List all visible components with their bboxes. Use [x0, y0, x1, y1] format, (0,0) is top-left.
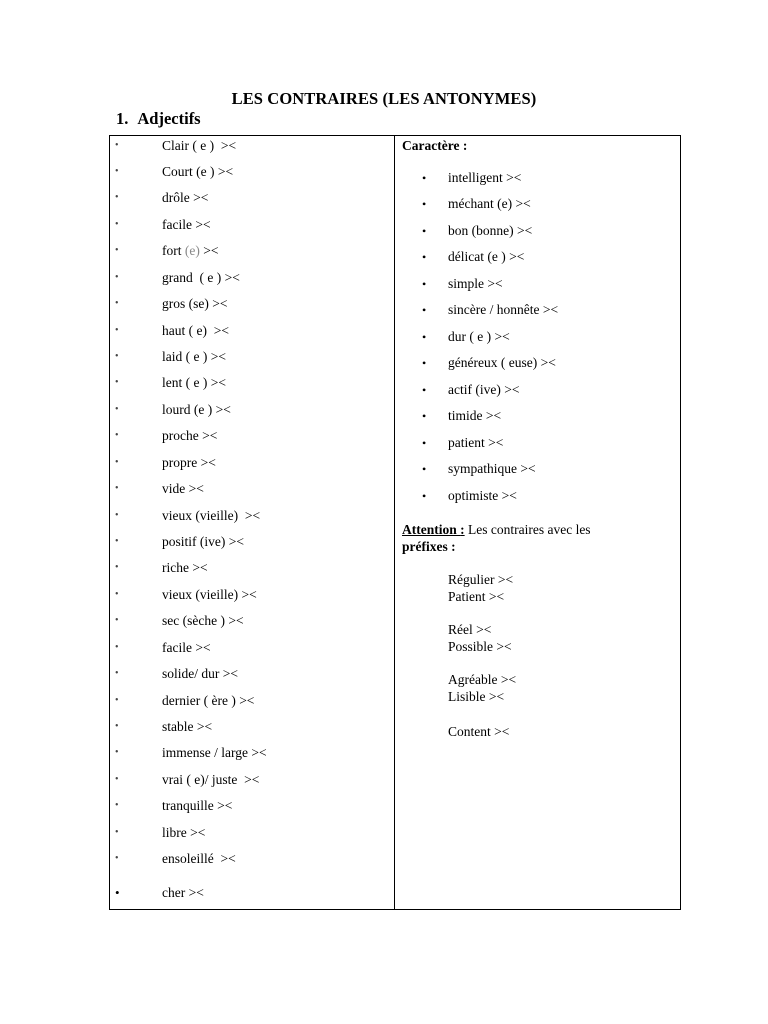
adjective-item — [110, 506, 394, 526]
adjective-item — [110, 347, 394, 367]
caractere-item — [395, 486, 681, 506]
bullet-icon: • — [422, 383, 427, 397]
bullet-icon: • — [115, 483, 119, 494]
caractere-text: intelligent >< — [448, 170, 522, 185]
caractere-text: actif (ive) >< — [448, 382, 520, 397]
caractere-text: sincère / honnête >< — [448, 302, 559, 317]
bullet-icon: • — [115, 853, 119, 864]
caractere-text: timide >< — [448, 408, 502, 423]
adjective-text: grand ( e ) >< — [162, 270, 240, 285]
adjective-text: cher >< — [162, 885, 204, 900]
adjective-suffix: (e) — [184, 243, 200, 258]
caractere-column — [395, 136, 681, 909]
bullet-icon: • — [115, 615, 119, 626]
adjective-item — [110, 823, 394, 843]
adjective-text: lent ( e ) >< — [162, 375, 226, 390]
prefixes-label: préfixes : — [402, 539, 456, 554]
adjective-item — [110, 215, 394, 235]
adjective-item — [110, 136, 394, 156]
bullet-icon: • — [115, 747, 119, 758]
adjective-item — [110, 188, 394, 208]
prefix-word: Patient >< — [448, 589, 505, 604]
bullet-icon: • — [422, 489, 427, 503]
bullet-icon: • — [115, 351, 119, 362]
adjective-text: stable >< — [162, 719, 213, 734]
caractere-text: optimiste >< — [448, 488, 517, 503]
bullet-icon: • — [115, 510, 119, 521]
bullet-icon: • — [115, 245, 119, 256]
caractere-item — [395, 247, 681, 267]
adjective-item — [110, 638, 394, 658]
bullet-icon: • — [115, 800, 119, 811]
adjective-text: vieux (vieille) >< — [162, 508, 261, 523]
adjective-text: tranquille >< — [162, 798, 233, 813]
adjective-item — [110, 162, 394, 182]
bullet-icon: • — [115, 668, 119, 679]
adjective-item — [110, 664, 394, 684]
bullet-icon: • — [422, 356, 427, 370]
bullet-icon: • — [422, 303, 427, 317]
caractere-text: dur ( e ) >< — [448, 329, 510, 344]
adjective-text: positif (ive) >< — [162, 534, 244, 549]
attention-text: Les contraires avec les — [464, 522, 591, 537]
adjective-text: propre >< — [162, 455, 216, 470]
caractere-text: généreux ( euse) >< — [448, 355, 556, 370]
bullet-icon: • — [115, 885, 120, 900]
caractere-item — [395, 194, 681, 214]
bullet-icon: • — [115, 562, 119, 573]
adjective-text: immense / large >< — [162, 745, 267, 760]
caractere-text: délicat (e ) >< — [448, 249, 525, 264]
adjective-text: riche >< — [162, 560, 208, 575]
caractere-item — [395, 300, 681, 320]
adjective-text: Court (e ) >< — [162, 164, 234, 179]
adjective-text: libre >< — [162, 825, 206, 840]
adjective-text: solide/ dur >< — [162, 666, 238, 681]
adjective-item — [110, 479, 394, 499]
bullet-icon: • — [422, 277, 427, 291]
bullet-icon: • — [422, 224, 427, 238]
prefix-word: Agréable >< — [448, 672, 517, 687]
adjective-text: facile >< — [162, 640, 211, 655]
section-heading — [116, 109, 201, 129]
caractere-item — [395, 380, 681, 400]
bullet-icon: • — [115, 166, 119, 177]
adjective-item — [110, 321, 394, 341]
prefix-word: Possible >< — [448, 639, 512, 654]
bullet-icon: • — [115, 774, 119, 785]
adjective-text: facile >< — [162, 217, 211, 232]
adjective-item — [110, 743, 394, 763]
adjective-item — [110, 373, 394, 393]
adjective-item — [110, 400, 394, 420]
adjective-item — [110, 268, 394, 288]
bullet-icon: • — [115, 721, 119, 732]
bullet-icon: • — [115, 140, 119, 151]
adjective-item — [110, 717, 394, 737]
caractere-item — [395, 459, 681, 479]
adjective-item — [110, 241, 394, 261]
adjective-text: laid ( e ) >< — [162, 349, 226, 364]
bullet-icon: • — [115, 589, 119, 600]
caractere-item — [395, 353, 681, 373]
adjective-text: proche >< — [162, 428, 218, 443]
caractere-item — [395, 406, 681, 426]
caractere-text: méchant (e) >< — [448, 196, 531, 211]
caractere-item — [395, 168, 681, 188]
adjective-item — [110, 585, 394, 605]
attention-note — [402, 521, 672, 555]
adjective-text: vide >< — [162, 481, 204, 496]
caractere-text: sympathique >< — [448, 461, 536, 476]
adjective-symbol: >< — [199, 243, 219, 258]
bullet-icon: • — [115, 536, 119, 547]
caractere-item — [395, 433, 681, 453]
adjective-text: sec (sèche ) >< — [162, 613, 244, 628]
adjective-item — [110, 426, 394, 446]
bullet-icon: • — [115, 377, 119, 388]
bullet-icon: • — [422, 330, 427, 344]
caractere-text: simple >< — [448, 276, 503, 291]
adjective-text: Clair ( e ) >< — [162, 138, 237, 153]
adjective-text: dernier ( ère ) >< — [162, 693, 255, 708]
bullet-icon: • — [422, 436, 427, 450]
adjectives-column — [110, 136, 394, 909]
adjective-item — [110, 558, 394, 578]
prefix-word: Lisible >< — [448, 689, 505, 704]
caractere-text: patient >< — [448, 435, 504, 450]
bullet-icon: • — [115, 404, 119, 415]
caractere-heading: Caractère : — [402, 138, 468, 153]
adjective-item — [110, 294, 394, 314]
adjective-text: haut ( e) >< — [162, 323, 229, 338]
prefix-word: Réel >< — [448, 622, 492, 637]
bullet-icon: • — [115, 695, 119, 706]
adjective-text: vieux (vieille) >< — [162, 587, 257, 602]
page-title: LES CONTRAIRES (LES ANTONYMES) — [231, 89, 537, 108]
bullet-icon: • — [422, 171, 427, 185]
bullet-icon: • — [422, 250, 427, 264]
adjective-item — [110, 532, 394, 552]
caractere-item — [395, 221, 681, 241]
bullet-icon: • — [115, 457, 119, 468]
caractere-item — [395, 327, 681, 347]
bullet-icon: • — [422, 197, 427, 211]
adjective-item — [110, 883, 394, 903]
adjective-text: ensoleillé >< — [162, 851, 236, 866]
bullet-icon: • — [115, 827, 119, 838]
adjective-item — [110, 770, 394, 790]
prefix-word: Régulier >< — [448, 572, 514, 587]
adjective-text: gros (se) >< — [162, 296, 228, 311]
adjective-item — [110, 611, 394, 631]
adjective-item — [110, 691, 394, 711]
section-label: Adjectifs — [137, 109, 201, 128]
bullet-icon: • — [115, 219, 119, 230]
adjective-text: drôle >< — [162, 190, 209, 205]
bullet-icon: • — [115, 272, 119, 283]
bullet-icon: • — [422, 409, 427, 423]
bullet-icon: • — [115, 325, 119, 336]
adjective-item — [110, 453, 394, 473]
bullet-icon: • — [115, 298, 119, 309]
bullet-icon: • — [115, 642, 119, 653]
bullet-icon: • — [422, 462, 427, 476]
caractere-item — [395, 274, 681, 294]
bullet-icon: • — [115, 430, 119, 441]
prefix-word: Content >< — [448, 724, 510, 739]
attention-label: Attention : — [402, 522, 465, 537]
antonyms-table — [109, 135, 681, 910]
bullet-icon: • — [115, 192, 119, 203]
adjective-text: lourd (e ) >< — [162, 402, 231, 417]
section-number: 1. — [116, 109, 129, 128]
adjective-text: vrai ( e)/ juste >< — [162, 772, 260, 787]
adjective-item — [110, 796, 394, 816]
adjective-item — [110, 849, 394, 869]
adjective-text: fort — [162, 243, 185, 258]
caractere-text: bon (bonne) >< — [448, 223, 533, 238]
